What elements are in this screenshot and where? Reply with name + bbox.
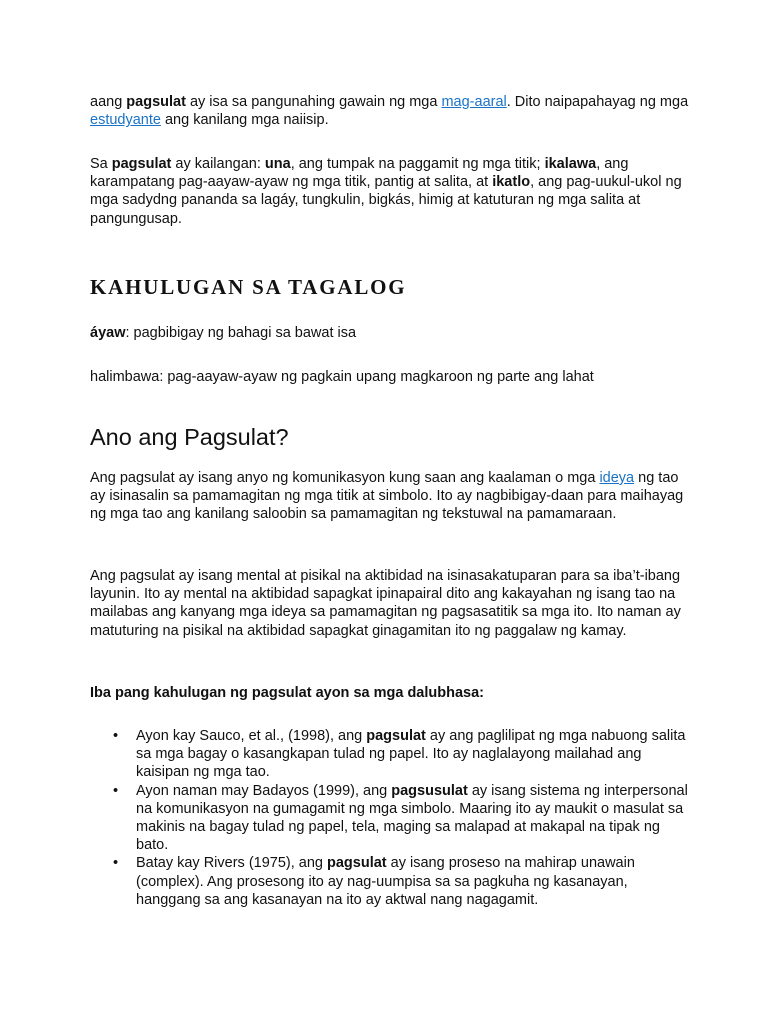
link-mag-aaral[interactable]: mag-aaral: [441, 94, 507, 110]
text: ay isang proseso na mahirap unawain (complex). Ang prosesong ito ay nag-uumpisa sa sa pagkuha ng kasanayan, hanggang sa ang kasanayan na ito ay aktwal nang nagagamit.: [136, 855, 635, 908]
text: ng tao ay isinasalin sa pamamagitan ng mga titik at simbolo. Ito ay nagbibigay-daan para maihayag ng mga tao ang kanilang saloobin sa pamamagitan ng tekstuwal na pamamaraan.: [90, 470, 684, 523]
list-item: [90, 727, 690, 782]
text: Ang pagsulat ay isang anyo ng komunikasyon kung saan ang kaalaman o mga: [90, 470, 600, 486]
text: ang kanilang mga naiisip.: [160, 112, 329, 129]
paragraph-intro: [90, 93, 690, 129]
bold-term: pagsulat: [327, 855, 387, 872]
text: ay kailangan:: [171, 156, 265, 172]
paragraph-mental-pisikal: Ang pagsulat ay isang mental at pisikal na aktibidad na isinasakatuparan para sa iba’t-ibang layunin. Ito ay mental na aktibidad sapagkat ipinapairal dito ang kakayahan ng isang tao na mailabas ang kanyang mga ideya sa pamamagitan ng pagsasatitik sa mga ito. Ito naman ay matuturing na pisikal na aktibidad sapagkat ginagamitan ito ng paggalaw ng kamay.: [90, 568, 681, 639]
text: Batay kay Rivers (1975), ang: [136, 855, 328, 872]
bold-term: ikatlo: [492, 174, 531, 191]
text: , ang karampatang pag-aayaw-ayaw ng mga titik, pantig at salita, at: [90, 156, 629, 191]
bold-term: pagsusulat: [391, 782, 468, 799]
list-item: [90, 854, 690, 909]
text: , ang tumpak na paggamit ng mga titik;: [290, 156, 545, 172]
text: Sa: [90, 156, 112, 172]
text: Ayon naman may Badayos (1999), ang: [136, 782, 392, 799]
bullet: •: [113, 728, 119, 744]
bold-term: ikalawa: [544, 156, 597, 172]
bold-term: áyaw: [90, 325, 126, 341]
heading-kahulugan: KAHULUGAN SA TAGALOG: [90, 275, 407, 299]
bullet: •: [113, 782, 119, 799]
text: ay ang paglilipat ng mga nabuong salita sa mga bagay o kasangkapan tulad ng papel. Ito ay naglalayong mailahad ang kaisipan ng mga tao.: [136, 728, 686, 781]
paragraph-example: halimbawa: pag-aayaw-ayaw ng pagkain upang magkaroon ng parte ang lahat: [90, 369, 594, 385]
definitions-list: [90, 727, 690, 909]
bold-term: pagsulat: [126, 94, 186, 110]
subheading-dalubhasa: Iba pang kahulugan ng pagsulat ayon sa mga dalubhasa:: [90, 685, 484, 701]
text: . Dito naipapahayag ng mga: [506, 94, 689, 110]
paragraph-requirements: [90, 155, 690, 228]
text: , ang pag-uukul-ukol ng mga sadydng pananda sa lagáy, tungkulin, bigkás, himig at katuturan ng mga salita at pangungusap.: [90, 174, 682, 227]
text: ay isang sistema ng interpersonal na komunikasyon na gumagamit ng mga simbolo. Maaring ito ay maukit o masulat sa makinis na bagay tulad ng papel, tela, maging sa malapad at makapal na tipak ng bato.: [136, 782, 688, 854]
bold-term: pagsulat: [366, 728, 426, 744]
link-ideya[interactable]: ideya: [599, 470, 635, 486]
list-item: [90, 782, 690, 855]
paragraph-definition: [90, 324, 690, 342]
bold-term: pagsulat: [111, 156, 172, 172]
text: aang: [90, 94, 127, 110]
bold-term: una: [264, 156, 291, 172]
link-estudyante[interactable]: estudyante: [90, 112, 161, 129]
text: Ayon kay Sauco, et al., (1998), ang: [136, 728, 367, 744]
heading-ano-ang-pagsulat: Ano ang Pagsulat?: [90, 424, 289, 450]
text: ay isa sa pangunahing gawain ng mga: [185, 94, 442, 110]
paragraph-anyo: [90, 469, 690, 524]
text: : pagbibigay ng bahagi sa bawat isa: [125, 325, 357, 341]
bullet: •: [113, 855, 119, 872]
